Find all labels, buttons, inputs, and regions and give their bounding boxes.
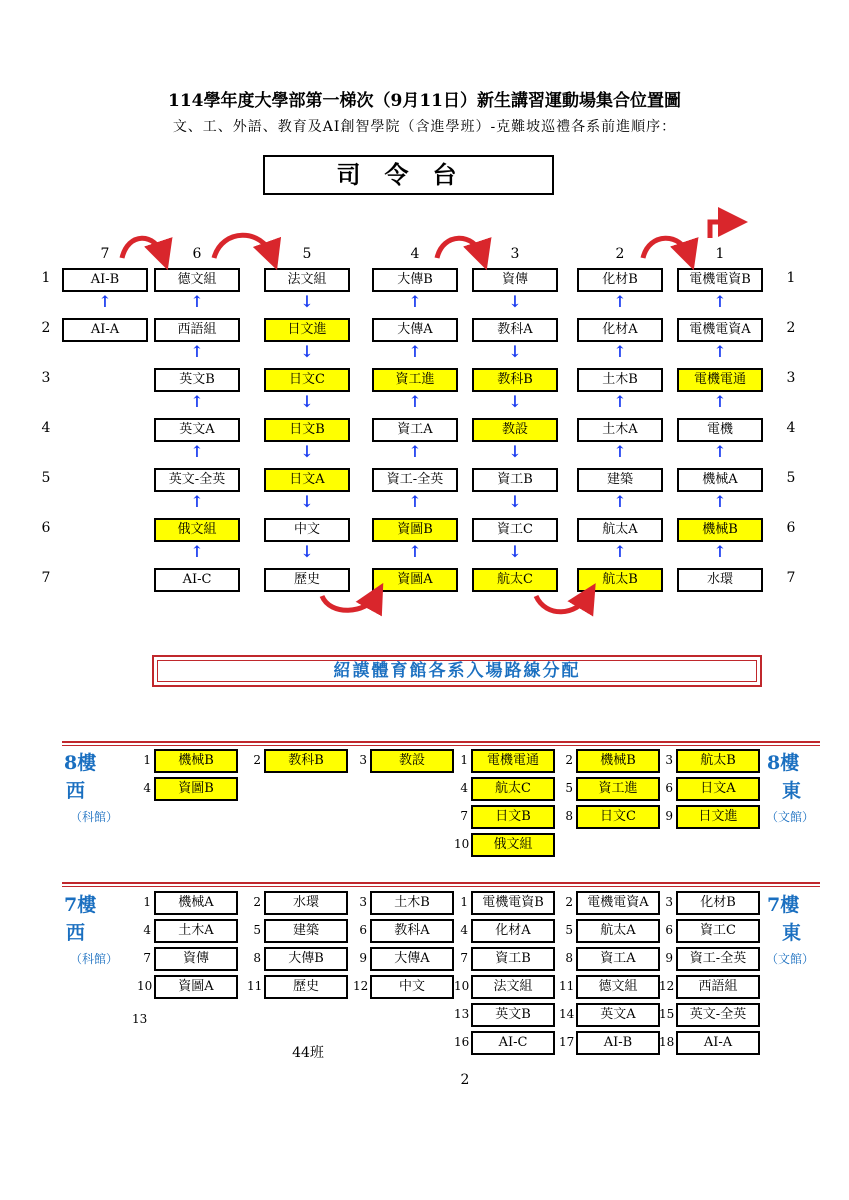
banner-text: 紹謨體育館各系入場路線分配 — [333, 661, 581, 681]
class-box: 化材B — [577, 268, 663, 292]
slot-number: 5 — [253, 923, 261, 937]
class-box: 機械A — [154, 891, 238, 915]
class-box: 航太B — [676, 749, 760, 773]
slot-number: 9 — [665, 951, 673, 965]
slot-number: 16 — [454, 1035, 470, 1049]
class-box: 俄文組 — [154, 518, 240, 542]
class-box: 歷史 — [264, 975, 348, 999]
up-arrow-icon: ↑ — [713, 492, 727, 511]
class-box: 大傳B — [372, 268, 458, 292]
class-box: AI-A — [676, 1031, 760, 1055]
down-arrow-icon: ↓ — [508, 542, 522, 561]
west-label-8: 西 — [66, 780, 86, 802]
slot-number: 10 — [454, 837, 470, 851]
up-arrow-icon: ↑ — [190, 342, 204, 361]
class-box: AI-B — [576, 1031, 660, 1055]
down-arrow-icon: ↓ — [508, 442, 522, 461]
slot-number: 13 — [132, 1012, 148, 1026]
slot-number: 7 — [143, 951, 151, 965]
down-arrow-icon: ↓ — [508, 292, 522, 311]
up-arrow-icon: ↑ — [613, 492, 627, 511]
class-box: 航太A — [577, 518, 663, 542]
row-number-left: 6 — [41, 520, 51, 536]
east-hall-7: （文館） — [766, 952, 815, 966]
class-box: 英文A — [576, 1003, 660, 1027]
class-box: 土木A — [154, 919, 238, 943]
class-box: 機械B — [576, 749, 660, 773]
slot-number: 13 — [454, 1007, 470, 1021]
slot-number: 1 — [460, 895, 468, 909]
slot-number: 4 — [460, 781, 468, 795]
up-arrow-icon: ↑ — [613, 392, 627, 411]
class-box: 電機 — [677, 418, 763, 442]
slot-number: 17 — [559, 1035, 575, 1049]
class-box: 教科A — [370, 919, 454, 943]
row-number-left: 7 — [41, 570, 51, 586]
down-arrow-icon: ↓ — [300, 442, 314, 461]
up-arrow-icon: ↑ — [190, 442, 204, 461]
class-box: 資工B — [471, 947, 555, 971]
up-arrow-icon: ↑ — [408, 342, 422, 361]
up-arrow-icon: ↑ — [190, 542, 204, 561]
slot-number: 8 — [253, 951, 261, 965]
class-box: 英文A — [154, 418, 240, 442]
rule-7f-top — [62, 882, 820, 884]
slot-number: 2 — [565, 753, 573, 767]
up-arrow-icon: ↑ — [613, 442, 627, 461]
up-arrow-icon: ↑ — [713, 392, 727, 411]
class-box: 教設 — [370, 749, 454, 773]
class-box: 資傳 — [154, 947, 238, 971]
page-subtitle: 文、工、外語、教育及AI創智學院（含進學班）-克難坡巡禮各系前進順序： — [172, 119, 677, 135]
row-number-right: 6 — [786, 520, 796, 536]
slot-number: 9 — [359, 951, 367, 965]
class-box: 英文B — [154, 368, 240, 392]
class-total: 44班 — [292, 1045, 324, 1061]
class-box: 航太C — [471, 777, 555, 801]
class-box: 土木B — [370, 891, 454, 915]
class-box: 西語組 — [676, 975, 760, 999]
column-number: 7 — [100, 246, 110, 262]
exit-arrow — [710, 222, 733, 238]
class-box: 歷史 — [264, 568, 350, 592]
class-box: 日文B — [471, 805, 555, 829]
slot-number: 6 — [665, 923, 673, 937]
slot-number: 3 — [665, 895, 673, 909]
curve-7-6 — [122, 238, 163, 258]
class-box: 建築 — [264, 919, 348, 943]
slot-number: 8 — [565, 951, 573, 965]
west-hall-8: （科館） — [70, 810, 119, 824]
row-number-right: 5 — [786, 470, 796, 486]
up-arrow-icon: ↑ — [190, 492, 204, 511]
down-arrow-icon: ↓ — [300, 542, 314, 561]
up-arrow-icon: ↑ — [98, 292, 112, 311]
class-box: 資工進 — [576, 777, 660, 801]
class-box: 航太B — [577, 568, 663, 592]
up-arrow-icon: ↑ — [408, 442, 422, 461]
class-box: 化材B — [676, 891, 760, 915]
class-box: 俄文組 — [471, 833, 555, 857]
class-box: 資圖B — [154, 777, 238, 801]
slot-number: 9 — [665, 809, 673, 823]
slot-number: 4 — [143, 781, 151, 795]
slot-number: 14 — [559, 1007, 575, 1021]
class-box: 大傳A — [372, 318, 458, 342]
rule-8f-top — [62, 741, 820, 743]
down-arrow-icon: ↓ — [508, 342, 522, 361]
curve-6-5 — [214, 235, 272, 258]
class-box: 中文 — [264, 518, 350, 542]
slot-number: 11 — [247, 979, 263, 993]
class-box: 航太A — [576, 919, 660, 943]
curve-4-3 — [437, 238, 482, 258]
class-box: 資工A — [372, 418, 458, 442]
slot-number: 15 — [659, 1007, 675, 1021]
class-box: 中文 — [370, 975, 454, 999]
class-box: 機械B — [677, 518, 763, 542]
class-box: AI-C — [471, 1031, 555, 1055]
class-box: AI-C — [154, 568, 240, 592]
slot-number: 12 — [353, 979, 369, 993]
class-box: 資工-全英 — [676, 947, 760, 971]
row-number-left: 2 — [41, 320, 51, 336]
class-box: 化材A — [471, 919, 555, 943]
row-number-right: 2 — [786, 320, 796, 336]
class-box: 資工進 — [372, 368, 458, 392]
class-box: 資圖A — [154, 975, 238, 999]
class-box: 資工B — [472, 468, 558, 492]
column-number: 1 — [715, 246, 725, 262]
floor-8-west: 8樓 — [64, 752, 97, 774]
class-box: 土木B — [577, 368, 663, 392]
class-box: 英文B — [471, 1003, 555, 1027]
row-number-right: 3 — [786, 370, 796, 386]
slot-number: 1 — [460, 753, 468, 767]
class-box: 電機電通 — [471, 749, 555, 773]
slot-number: 6 — [359, 923, 367, 937]
row-number-right: 1 — [786, 270, 796, 286]
row-number-right: 4 — [786, 420, 796, 436]
down-arrow-icon: ↓ — [300, 292, 314, 311]
up-arrow-icon: ↑ — [408, 392, 422, 411]
down-arrow-icon: ↓ — [508, 492, 522, 511]
class-box: 德文組 — [576, 975, 660, 999]
down-arrow-icon: ↓ — [300, 492, 314, 511]
class-box: 電機電資B — [677, 268, 763, 292]
up-arrow-icon: ↑ — [408, 542, 422, 561]
gym-route-banner — [152, 655, 762, 687]
up-arrow-icon: ↑ — [713, 342, 727, 361]
up-arrow-icon: ↑ — [190, 292, 204, 311]
class-box: AI-B — [62, 268, 148, 292]
slot-number: 2 — [565, 895, 573, 909]
slot-number: 1 — [143, 753, 151, 767]
west-label-7: 西 — [66, 922, 86, 944]
class-box: 教設 — [472, 418, 558, 442]
slot-number: 1 — [143, 895, 151, 909]
class-box: 大傳A — [370, 947, 454, 971]
class-box: 建築 — [577, 468, 663, 492]
class-box: 日文A — [676, 777, 760, 801]
class-box: 水環 — [264, 891, 348, 915]
floor-8-east: 8樓 — [767, 752, 800, 774]
class-box: 土木A — [577, 418, 663, 442]
slot-number: 8 — [565, 809, 573, 823]
class-box: 教科B — [264, 749, 348, 773]
class-box: 資傳 — [472, 268, 558, 292]
slot-number: 3 — [665, 753, 673, 767]
class-box: 法文組 — [471, 975, 555, 999]
row-number-left: 1 — [41, 270, 51, 286]
row-number-left: 4 — [41, 420, 51, 436]
down-arrow-icon: ↓ — [300, 392, 314, 411]
page-number: 2 — [460, 1072, 470, 1088]
floor-7-west: 7樓 — [64, 894, 97, 916]
slot-number: 10 — [137, 979, 153, 993]
class-box: 日文A — [264, 468, 350, 492]
slot-number: 18 — [659, 1035, 675, 1049]
east-hall-8: （文館） — [766, 810, 815, 824]
slot-number: 2 — [253, 895, 261, 909]
class-box: 西語組 — [154, 318, 240, 342]
curve-2-1 — [643, 238, 689, 258]
class-box: 資圖A — [372, 568, 458, 592]
class-box: 教科A — [472, 318, 558, 342]
up-arrow-icon: ↑ — [613, 542, 627, 561]
east-label-7: 東 — [782, 922, 802, 944]
class-box: 資工A — [576, 947, 660, 971]
curve-5-4-bottom — [322, 596, 376, 610]
class-box: 電機電資A — [576, 891, 660, 915]
class-box: 日文C — [576, 805, 660, 829]
class-box: 資工C — [472, 518, 558, 542]
rule-8f-top2 — [62, 745, 820, 746]
up-arrow-icon: ↑ — [408, 492, 422, 511]
curve-3-2-bottom — [536, 596, 588, 612]
slot-number: 5 — [565, 781, 573, 795]
class-box: 電機電通 — [677, 368, 763, 392]
up-arrow-icon: ↑ — [613, 292, 627, 311]
slot-number: 7 — [460, 809, 468, 823]
class-box: 英文-全英 — [154, 468, 240, 492]
class-box: 日文進 — [676, 805, 760, 829]
east-label-8: 東 — [782, 780, 802, 802]
slot-number: 2 — [253, 753, 261, 767]
class-box: 資工-全英 — [372, 468, 458, 492]
slot-number: 11 — [559, 979, 575, 993]
slot-number: 4 — [143, 923, 151, 937]
up-arrow-icon: ↑ — [713, 542, 727, 561]
down-arrow-icon: ↓ — [300, 342, 314, 361]
class-box: 大傳B — [264, 947, 348, 971]
class-box: 機械B — [154, 749, 238, 773]
up-arrow-icon: ↑ — [408, 292, 422, 311]
class-box: 德文組 — [154, 268, 240, 292]
class-box: 法文組 — [264, 268, 350, 292]
page-title: 114學年度大學部第一梯次（9月11日）新生講習運動場集合位置圖 — [168, 91, 681, 111]
class-box: 日文C — [264, 368, 350, 392]
class-box: 電機電資A — [677, 318, 763, 342]
column-number: 6 — [192, 246, 202, 262]
class-box: 水環 — [677, 568, 763, 592]
slot-number: 5 — [565, 923, 573, 937]
column-number: 5 — [302, 246, 312, 262]
class-box: 資圖B — [372, 518, 458, 542]
up-arrow-icon: ↑ — [613, 342, 627, 361]
up-arrow-icon: ↑ — [713, 292, 727, 311]
slot-number: 12 — [659, 979, 675, 993]
slot-number: 3 — [359, 753, 367, 767]
slot-number: 6 — [665, 781, 673, 795]
up-arrow-icon: ↑ — [190, 392, 204, 411]
class-box: 資工C — [676, 919, 760, 943]
class-box: AI-A — [62, 318, 148, 342]
slot-number: 3 — [359, 895, 367, 909]
column-number: 4 — [410, 246, 420, 262]
column-number: 2 — [615, 246, 625, 262]
rule-7f-top2 — [62, 886, 820, 887]
row-number-left: 3 — [41, 370, 51, 386]
class-box: 機械A — [677, 468, 763, 492]
class-box: 日文進 — [264, 318, 350, 342]
column-number: 3 — [510, 246, 520, 262]
class-box: 日文B — [264, 418, 350, 442]
slot-number: 7 — [460, 951, 468, 965]
slot-number: 4 — [460, 923, 468, 937]
class-box: 英文-全英 — [676, 1003, 760, 1027]
west-hall-7: （科館） — [70, 952, 119, 966]
up-arrow-icon: ↑ — [713, 442, 727, 461]
class-box: 航太C — [472, 568, 558, 592]
class-box: 教科B — [472, 368, 558, 392]
stage-box: 司令台 — [263, 155, 554, 195]
class-box: 電機電資B — [471, 891, 555, 915]
row-number-left: 5 — [41, 470, 51, 486]
floor-7-east: 7樓 — [767, 894, 800, 916]
row-number-right: 7 — [786, 570, 796, 586]
slot-number: 10 — [454, 979, 470, 993]
down-arrow-icon: ↓ — [508, 392, 522, 411]
class-box: 化材A — [577, 318, 663, 342]
